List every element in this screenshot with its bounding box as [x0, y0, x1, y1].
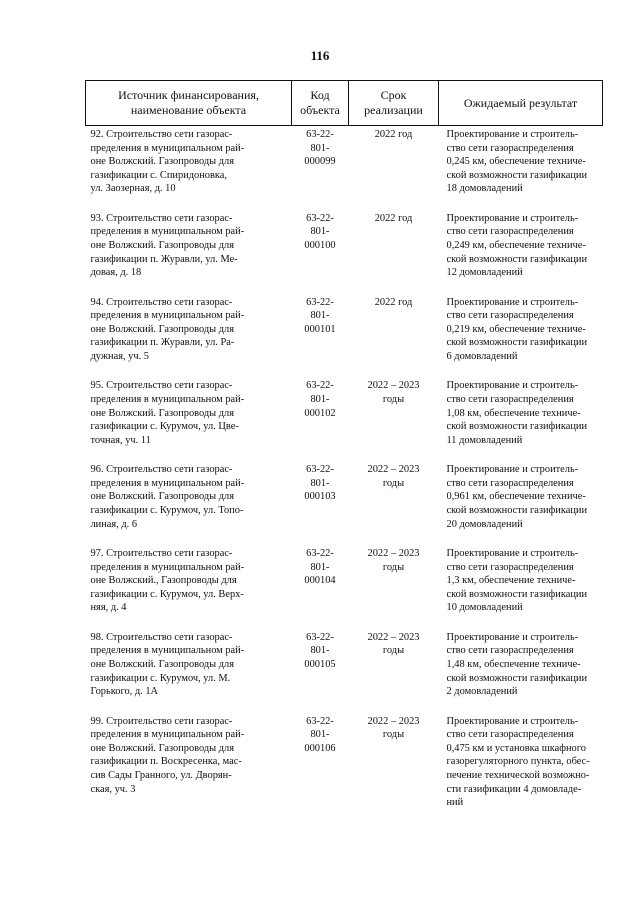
- cell-line: 801-: [310, 310, 330, 322]
- cell-line: пределения в муниципальном рай-: [90, 393, 245, 405]
- cell-line: Горького, д. 1А: [90, 686, 159, 698]
- cell-line: 12 домовладений: [446, 267, 523, 279]
- cell-line: газификации п. Журавли, ул. Ме-: [90, 253, 238, 265]
- cell-line: оне Волжский. Газопроводы для: [90, 239, 235, 251]
- cell-line: газификации п. Воскресенка, мас-: [90, 756, 242, 768]
- cell-line: няя, д. 4: [90, 602, 127, 614]
- cell-line: 63-22-: [306, 715, 334, 727]
- cell-line: 63-22-: [306, 212, 334, 224]
- cell-line: ство сети газораспределения: [446, 142, 574, 154]
- header-source: Источник финансирования, наименование объекта: [86, 81, 292, 126]
- cell-line: 2022 – 2023: [367, 464, 420, 476]
- cell-line: 63-22-: [306, 464, 334, 476]
- table-row: [86, 296, 603, 380]
- cell-line: 2022 год: [374, 212, 413, 224]
- cell-line: 2022 – 2023: [367, 715, 420, 727]
- row-code-cell: [292, 715, 349, 810]
- cell-line: 97. Строительство сети газорас-: [90, 547, 233, 559]
- cell-line: пределения в муниципальном рай-: [90, 142, 245, 154]
- cell-line: 801-: [310, 142, 330, 154]
- cell-line: газификации с. Курумоч, ул. Верх-: [90, 588, 244, 600]
- cell-line: 98. Строительство сети газорас-: [90, 631, 233, 643]
- cell-line: ской возможности газификации: [446, 421, 588, 433]
- row-source-cell: [86, 126, 292, 212]
- cell-line: 801-: [310, 477, 330, 489]
- row-result-cell: [439, 631, 603, 715]
- cell-line: ство сети газораспределения: [446, 310, 574, 322]
- cell-line: Проектирование и строитель-: [446, 631, 579, 643]
- cell-line: пределения в муниципальном рай-: [90, 477, 245, 489]
- cell-line: Проектирование и строитель-: [446, 296, 579, 308]
- cell-line: газификации с. Спиридоновка,: [90, 169, 227, 181]
- cell-line: пределения в муниципальном рай-: [90, 729, 245, 741]
- cell-line: ской возможности газификации: [446, 504, 588, 516]
- cell-line: газорегуляторного пункта, обес-: [446, 756, 590, 768]
- cell-line: дужная, уч. 5: [90, 350, 149, 362]
- cell-line: пределения в муниципальном рай-: [90, 310, 245, 322]
- cell-line: ство сети газораспределения: [446, 561, 574, 573]
- table-row: [86, 126, 603, 212]
- table-row: [86, 212, 603, 296]
- cell-line: годы: [382, 729, 405, 741]
- cell-line: ской возможности газификации: [446, 337, 588, 349]
- cell-line: оне Волжский. Газопроводы для: [90, 407, 235, 419]
- cell-line: Проектирование и строитель-: [446, 715, 579, 727]
- cell-line: сив Сады Гранного, ул. Дворян-: [90, 769, 232, 781]
- cell-line: ская, уч. 3: [90, 783, 136, 795]
- cell-line: ской возможности газификации: [446, 253, 588, 265]
- row-code-cell: [292, 126, 349, 212]
- cell-line: 94. Строительство сети газорас-: [90, 296, 233, 308]
- row-term-cell: [349, 631, 439, 715]
- cell-line: Проектирование и строитель-: [446, 464, 579, 476]
- page-number: 116: [310, 48, 330, 63]
- cell-line: 801-: [310, 393, 330, 405]
- header-term: Срок реализации: [349, 81, 439, 126]
- row-term-cell: [349, 547, 439, 631]
- cell-line: 000101: [304, 323, 336, 335]
- table-row: [86, 631, 603, 715]
- cell-line: годы: [382, 393, 405, 405]
- cell-line: пределения в муниципальном рай-: [90, 645, 245, 657]
- header-result: Ожидаемый результат: [439, 81, 603, 126]
- table-row: [86, 547, 603, 631]
- cell-line: 95. Строительство сети газорас-: [90, 380, 233, 392]
- cell-line: пределения в муниципальном рай-: [90, 226, 245, 238]
- row-term-cell: [349, 296, 439, 380]
- row-code-cell: [292, 296, 349, 380]
- cell-line: 000106: [304, 742, 336, 754]
- cell-line: ний: [446, 797, 464, 809]
- cell-line: 1,48 км, обеспечение техниче-: [446, 658, 581, 670]
- cell-line: 0,249 км, обеспечение техниче-: [446, 239, 586, 251]
- row-result-cell: [439, 547, 603, 631]
- cell-line: 99. Строительство сети газорас-: [90, 715, 233, 727]
- cell-line: оне Волжский. Газопроводы для: [90, 658, 235, 670]
- cell-line: ской возможности газификации: [446, 588, 588, 600]
- cell-line: 0,961 км, обеспечение техниче-: [446, 491, 586, 503]
- cell-line: 801-: [310, 729, 330, 741]
- row-code-cell: [292, 463, 349, 547]
- cell-line: сти газификации 4 домовладе-: [446, 783, 582, 795]
- cell-line: 18 домовладений: [446, 183, 523, 195]
- cell-line: 63-22-: [306, 631, 334, 643]
- cell-line: 000102: [304, 407, 336, 419]
- cell-line: ство сети газораспределения: [446, 226, 574, 238]
- cell-line: 801-: [310, 561, 330, 573]
- cell-line: точная, уч. 11: [90, 434, 151, 446]
- cell-line: годы: [382, 477, 405, 489]
- cell-line: 000099: [304, 156, 336, 168]
- table-row: [86, 379, 603, 463]
- row-term-cell: [349, 379, 439, 463]
- row-source-cell: [86, 379, 292, 463]
- cell-line: Проектирование и строитель-: [446, 129, 579, 140]
- cell-line: 801-: [310, 645, 330, 657]
- cell-line: газификации п. Журавли, ул. Ра-: [90, 337, 235, 349]
- row-source-cell: [86, 296, 292, 380]
- cell-line: газификации с. Курумоч, ул. Топо-: [90, 504, 244, 516]
- header-row: [86, 81, 603, 126]
- table-body: [86, 126, 603, 810]
- cell-line: 2022 – 2023: [367, 631, 420, 643]
- cell-line: 000100: [304, 239, 336, 251]
- cell-line: 63-22-: [306, 129, 334, 140]
- cell-line: ство сети газораспределения: [446, 645, 574, 657]
- table-row: [86, 463, 603, 547]
- table-header: [86, 81, 603, 126]
- row-source-cell: [86, 631, 292, 715]
- table-row: [86, 715, 603, 810]
- row-source-cell: [86, 212, 292, 296]
- cell-line: газификации с. Курумоч, ул. М.: [90, 672, 231, 684]
- cell-line: ской возможности газификации: [446, 672, 588, 684]
- cell-line: 1,08 км, обеспечение техниче-: [446, 407, 581, 419]
- cell-line: 92. Строительство сети газорас-: [90, 129, 233, 140]
- row-result-cell: [439, 463, 603, 547]
- cell-line: 2022 – 2023: [367, 380, 420, 392]
- row-term-cell: [349, 212, 439, 296]
- cell-line: 63-22-: [306, 380, 334, 392]
- cell-line: годы: [382, 561, 405, 573]
- cell-line: 801-: [310, 226, 330, 238]
- cell-line: 63-22-: [306, 296, 334, 308]
- row-source-cell: [86, 715, 292, 810]
- header-code: Код объекта: [292, 81, 349, 126]
- row-code-cell: [292, 631, 349, 715]
- cell-line: оне Волжский. Газопроводы для: [90, 491, 235, 503]
- cell-line: оне Волжский. Газопроводы для: [90, 742, 235, 754]
- cell-line: линая, д. 6: [90, 518, 138, 530]
- cell-line: 2022 год: [374, 129, 413, 140]
- cell-line: 2022 год: [374, 296, 413, 308]
- cell-line: 2022 – 2023: [367, 547, 420, 559]
- row-source-cell: [86, 547, 292, 631]
- row-result-cell: [439, 126, 603, 212]
- cell-line: пределения в муниципальном рай-: [90, 561, 245, 573]
- row-source-cell: [86, 463, 292, 547]
- cell-line: печение технической возможно-: [446, 769, 590, 781]
- row-code-cell: [292, 212, 349, 296]
- row-result-cell: [439, 715, 603, 810]
- cell-line: 000105: [304, 658, 336, 670]
- cell-line: Проектирование и строитель-: [446, 212, 579, 224]
- row-term-cell: [349, 126, 439, 212]
- cell-line: 0,245 км, обеспечение техниче-: [446, 156, 586, 168]
- row-code-cell: [292, 379, 349, 463]
- cell-line: годы: [382, 645, 405, 657]
- cell-line: 2 домовладений: [446, 686, 518, 698]
- row-result-cell: [439, 379, 603, 463]
- cell-line: ство сети газораспределения: [446, 477, 574, 489]
- row-term-cell: [349, 463, 439, 547]
- row-code-cell: [292, 547, 349, 631]
- cell-line: 6 домовладений: [446, 350, 518, 362]
- row-result-cell: [439, 296, 603, 380]
- cell-line: ство сети газораспределения: [446, 729, 574, 741]
- cell-line: оне Волжский. Газопроводы для: [90, 156, 235, 168]
- cell-line: довая, д. 18: [90, 267, 142, 279]
- cell-line: ул. Заозерная, д. 10: [90, 183, 176, 195]
- cell-line: 000104: [304, 575, 336, 587]
- cell-line: 11 домовладений: [446, 434, 523, 446]
- cell-line: 000103: [304, 491, 336, 503]
- cell-line: 93. Строительство сети газорас-: [90, 212, 233, 224]
- cell-line: 1,3 км, обеспечение техниче-: [446, 575, 576, 587]
- cell-line: ской возможности газификации: [446, 169, 588, 181]
- cell-line: Проектирование и строитель-: [446, 380, 579, 392]
- project-table: [85, 80, 603, 810]
- cell-line: 63-22-: [306, 547, 334, 559]
- cell-line: ство сети газораспределения: [446, 393, 574, 405]
- cell-line: оне Волжский. Газопроводы для: [90, 323, 235, 335]
- cell-line: оне Волжский., Газопроводы для: [90, 575, 237, 587]
- cell-line: 0,475 км и установка шкафного: [446, 742, 586, 754]
- cell-line: газификации с. Курумоч, ул. Цве-: [90, 421, 239, 433]
- cell-line: Проектирование и строитель-: [446, 547, 579, 559]
- row-result-cell: [439, 212, 603, 296]
- cell-line: 20 домовладений: [446, 518, 523, 530]
- cell-line: 96. Строительство сети газорас-: [90, 464, 233, 476]
- cell-line: 10 домовладений: [446, 602, 523, 614]
- cell-line: 0,219 км, обеспечение техниче-: [446, 323, 586, 335]
- row-term-cell: [349, 715, 439, 810]
